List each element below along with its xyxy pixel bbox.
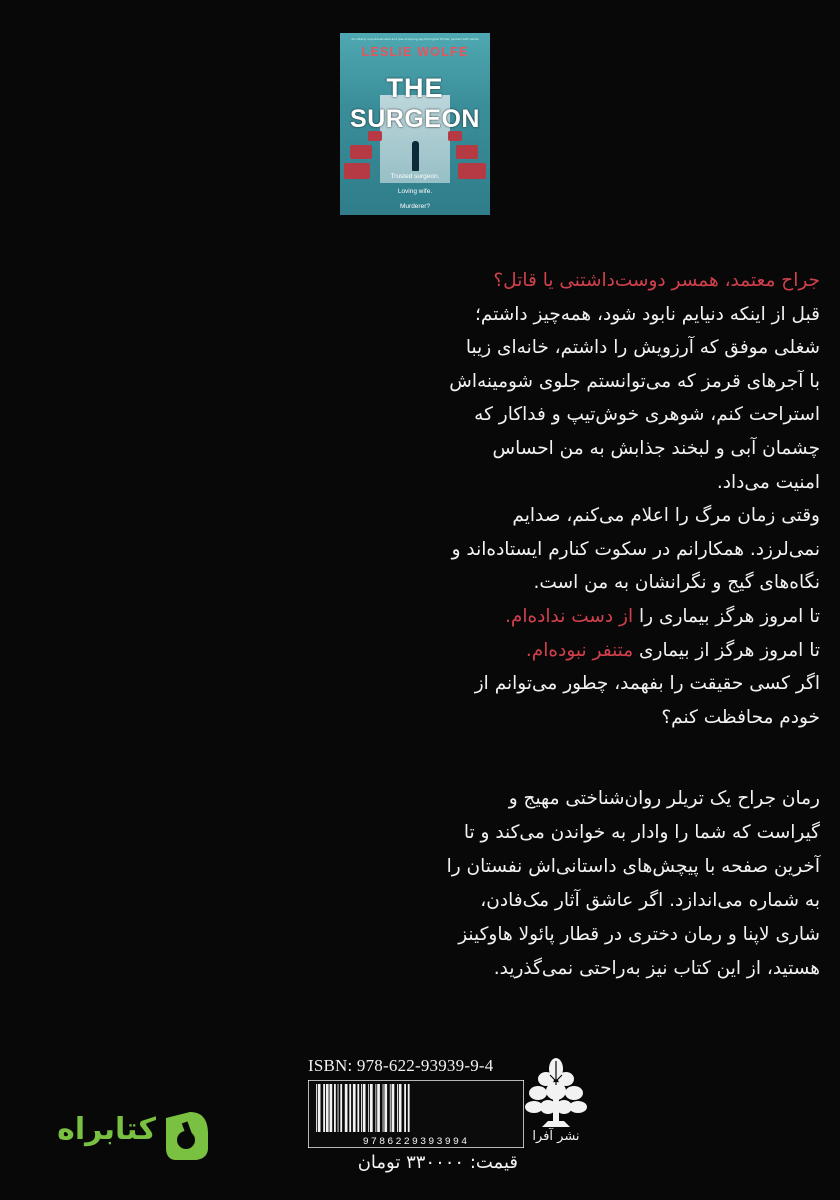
barcode-bar xyxy=(323,1084,325,1132)
barcode-bar xyxy=(375,1084,376,1132)
barcode-bar xyxy=(361,1084,362,1132)
barcode-bar xyxy=(330,1084,333,1132)
blurb-line-hate-highlight: متنفر نبوده‌ام. xyxy=(525,639,634,661)
barcode-bars xyxy=(316,1084,410,1132)
cover-title-line2: SURGEON xyxy=(350,105,480,133)
cover-tagline: Trusted surgeon. xyxy=(390,173,440,180)
barcode-bar xyxy=(326,1084,329,1132)
barcode-bar xyxy=(390,1084,391,1132)
description-line: آخرین صفحه با پیچش‌های داستانی‌اش نفستان را xyxy=(446,856,820,877)
price-label: قیمت: ۳۳۰۰۰۰ تومان xyxy=(357,1152,518,1173)
blurb-line-lost xyxy=(272,600,820,634)
description-line: شاری لاپنا و رمان دختری در قطار پائولا هاوکینز xyxy=(458,924,820,945)
description-line: گیراست که شما را وادار به خواندن می‌کند و تا xyxy=(463,822,820,843)
blurb-line: با آجرهای قرمز که می‌توانستم جلوی شومینه‌اش xyxy=(449,370,820,392)
blurb-line: وقتی زمان مرگ را اعلام می‌کنم، صدایم xyxy=(512,505,820,527)
blurb-section xyxy=(272,264,820,734)
blurb-line: نمی‌لرزد. همکارانم در سکوت کنارم ایستاده‌اند و xyxy=(451,538,820,560)
cover-top-blurb: An utterly unputdownable and jaw-dropping psychological thriller packed with twists xyxy=(351,37,479,41)
barcode xyxy=(308,1080,524,1148)
barcode-bar xyxy=(334,1084,336,1132)
barcode-bar xyxy=(377,1084,380,1132)
cover-figure xyxy=(412,141,419,171)
barcode-bar xyxy=(357,1084,359,1132)
description-line: رمان جراح یک تریلر روان‌شناختی مهیج و xyxy=(508,788,820,809)
cover-chair xyxy=(350,145,372,159)
ketabrah-logo-icon xyxy=(160,1110,212,1162)
barcode-bar xyxy=(408,1084,410,1132)
blurb-line: شغلی موفق که آرزویش را داشتم، خانه‌ای زیبا xyxy=(465,337,820,359)
blurb-heading: جراح معتمد، همسر دوست‌داشتنی یا قاتل؟ xyxy=(493,270,820,291)
barcode-bar xyxy=(338,1084,339,1132)
barcode-bar xyxy=(318,1084,321,1132)
barcode-bar xyxy=(349,1084,351,1132)
blurb-line: خودم محافظت کنم؟ xyxy=(661,706,820,728)
blurb-line-lost-prefix: تا امروز هرگز بیماری را xyxy=(639,605,820,627)
blurb-line: نگاه‌های گیج و نگرانشان به من است. xyxy=(533,572,820,594)
barcode-bar xyxy=(370,1084,373,1132)
barcode-bar xyxy=(368,1084,369,1132)
barcode-bar xyxy=(404,1084,406,1132)
blurb-line: قبل از اینکه دنیایم نابود شود، همه‌چیز داشتم؛ xyxy=(475,303,820,325)
barcode-bar xyxy=(363,1084,366,1132)
blurb-line: چشمان آبی و لبخند جذابش به من احساس xyxy=(492,437,820,459)
barcode-bar xyxy=(399,1084,402,1132)
barcode-bar xyxy=(397,1084,398,1132)
description-line: هستید، از این کتاب نیز به‌راحتی نمی‌گذرید. xyxy=(493,958,820,979)
cover-author: LESLIE WOLFE xyxy=(361,45,469,59)
barcode-bar xyxy=(392,1084,395,1132)
store-logo xyxy=(36,1110,212,1162)
barcode-digits: 9786229393994 xyxy=(362,1137,470,1148)
blurb-line-hate-prefix: تا امروز هرگز از بیماری xyxy=(639,639,820,661)
blurb-line: امنیت می‌داد. xyxy=(716,471,820,493)
isbn-label: ISBN: 978-622-93939-9-4 xyxy=(308,1056,494,1075)
description-line: به شماره می‌اندازد. اگر عاشق آثار مک‌فادن، xyxy=(480,890,820,911)
blurb-line-lost-highlight: از دست نداده‌ام. xyxy=(504,605,634,627)
cover-chair xyxy=(456,145,478,159)
store-name: کتابراه xyxy=(57,1112,156,1147)
cover-tagline: Loving wife. xyxy=(397,188,433,195)
cover-tagline: Murderer? xyxy=(400,203,430,210)
barcode-bar xyxy=(340,1084,342,1132)
barcode-bar xyxy=(383,1084,384,1132)
cover-title-line1: THE xyxy=(386,73,444,103)
barcode-bar xyxy=(345,1084,348,1132)
barcode-bar xyxy=(384,1084,387,1132)
blurb-line: اگر کسی حقیقت را بفهمد، چطور می‌توانم از xyxy=(474,673,820,695)
barcode-bar xyxy=(316,1084,317,1132)
blurb-line-hate xyxy=(272,634,820,668)
publisher-name: نشر آفرا xyxy=(532,1129,580,1144)
publisher-logo xyxy=(524,1055,588,1151)
barcode-graphic xyxy=(308,1080,524,1148)
barcode-bar xyxy=(353,1084,356,1132)
blurb-line: استراحت کنم، شوهری خوش‌تیپ و فداکار که xyxy=(474,404,820,426)
book-cover-thumbnail xyxy=(340,33,490,215)
isbn-barcode-block xyxy=(304,1053,524,1150)
description-section xyxy=(272,782,820,986)
